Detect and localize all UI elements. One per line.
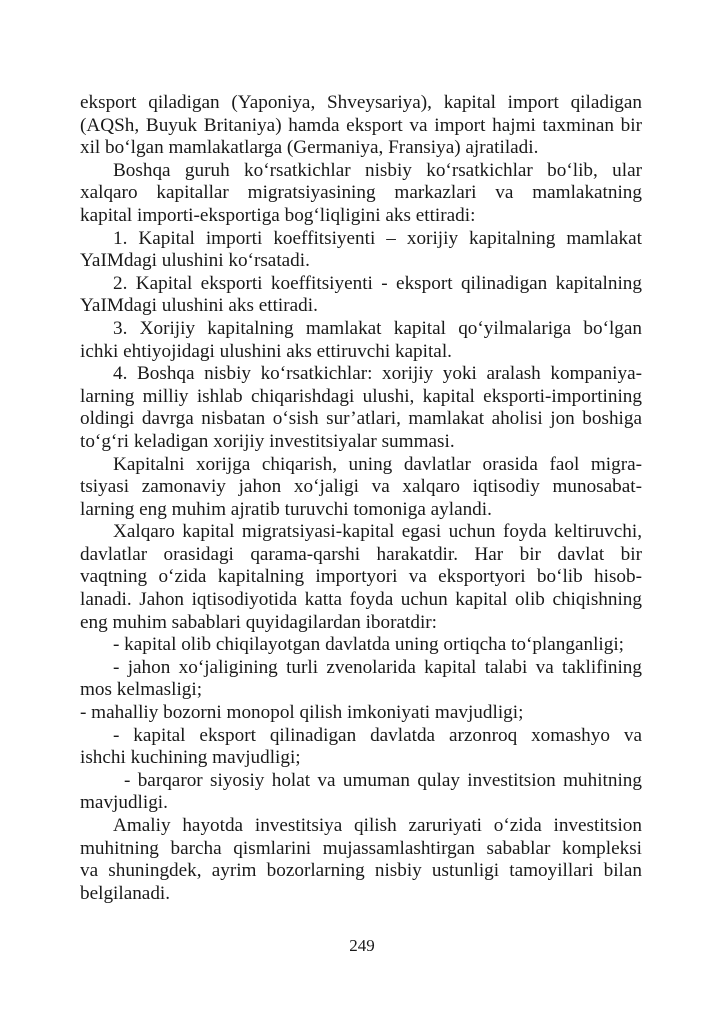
text-line: 3. Xorijiy kapitalning mamlakat kapital qo‘yilmalariga bo‘lgan	[113, 317, 642, 339]
text-line: belgilanadi.	[80, 882, 171, 904]
text-line: to‘g‘ri keladigan xorijiy investitsiyalar summasi.	[80, 430, 455, 452]
text-line: xil bo‘lgan mamlakatlarga (Germaniya, Fransiya) ajratiladi.	[80, 137, 539, 159]
paragraph	[80, 228, 642, 273]
text-line: oldingi davrga nisbatan o‘sish sur’atlari, mamlakat aholisi jon boshiga	[80, 408, 642, 430]
text-line: larning milliy ishlab chiqarishdagi ulushi, kapital eksporti-importining	[80, 385, 642, 407]
text-line: xalqaro kapitallar migratsiyasining markazlari va mamlakatning	[80, 182, 642, 204]
paragraph	[80, 92, 642, 160]
text-line: - kapital eksport qilinadigan davlatda arzonroq xomashyo va	[113, 724, 642, 746]
page-number: 249	[349, 936, 375, 955]
text-line: 1. Kapital importi koeffitsiyenti – xorijiy kapitalning mamlakat	[113, 227, 642, 249]
text-line: ishchi kuchining mavjudligi;	[80, 747, 301, 769]
text-line: 2. Kapital eksporti koeffitsiyenti - eksport qilinadigan kapitalning	[113, 272, 642, 294]
paragraph	[80, 318, 642, 363]
paragraph	[80, 521, 642, 634]
paragraph	[80, 702, 642, 725]
text-line: lanadi. Jahon iqtisodiyotida katta foyda uchun kapital olib chiqishning	[80, 589, 642, 611]
text-line: davlatlar orasidagi qarama-qarshi harakatdir. Har bir davlat bir	[80, 543, 642, 565]
text-line: YaIMdagi ulushini aks ettiradi.	[80, 295, 318, 317]
text-line: Xalqaro kapital migratsiyasi-kapital egasi uchun foyda keltiruvchi,	[113, 521, 642, 543]
text-line: - mahalliy bozorni monopol qilish imkoniyati mavjudligi;	[80, 702, 524, 724]
text-line: - jahon xo‘jaligining turli zvenolarida kapital talabi va taklifining	[113, 656, 642, 678]
text-line: Boshqa guruh ko‘rsatkichlar nisbiy ko‘rsatkichlar bo‘lib, ular	[113, 159, 642, 181]
page-body	[80, 92, 642, 905]
text-line: YaIMdagi ulushini ko‘rsatadi.	[80, 250, 310, 272]
text-line: va shuningdek, ayrim bozorlarning nisbiy ustunligi tamoyillari bilan	[80, 860, 642, 882]
paragraph	[80, 363, 642, 453]
paragraph	[80, 273, 642, 318]
text-line: tsiyasi zamonaviy jahon xo‘jaligi va xalqaro iqtisodiy munosabat-	[80, 476, 642, 498]
text-line: muhitning barcha qismlarini mujassamlashtirgan sabablar kompleksi	[80, 837, 642, 859]
paragraph	[80, 770, 642, 815]
paragraph	[80, 160, 642, 228]
text-line: larning eng muhim ajratib turuvchi tomoniga aylandi.	[80, 498, 492, 520]
text-line: eng muhim sabablari quyidagilardan iboratdir:	[80, 611, 438, 633]
text-line: vaqtning o‘zida kapitalning importyori va eksportyori bo‘lib hisob-	[80, 566, 642, 588]
text-line: eksport qiladigan (Yaponiya, Shveysariya), kapital import qiladigan	[80, 92, 642, 113]
paragraph	[80, 657, 642, 702]
text-line: mos kelmasligi;	[80, 679, 203, 701]
text-line: kapital importi-eksportiga bog‘liqligini aks ettiradi:	[80, 204, 476, 226]
text-line: (AQSh, Buyuk Britaniya) hamda eksport va import hajmi taxminan bir	[80, 114, 642, 136]
text-line: Amaliy hayotda investitsiya qilish zaruriyati o‘zida investitsion	[113, 815, 642, 836]
paragraph	[80, 725, 642, 770]
paragraph	[80, 815, 642, 905]
text-line: - barqaror siyosiy holat va umuman qulay investitsion muhitning	[124, 769, 642, 791]
text-line: ichki ehtiyojidagi ulushini aks ettiruvchi kapital.	[80, 340, 452, 362]
paragraph	[80, 454, 642, 522]
paragraph	[80, 634, 642, 657]
text-line: - kapital olib chiqilayotgan davlatda uning ortiqcha to‘planganligi;	[113, 634, 624, 656]
text-line: mavjudligi.	[80, 792, 168, 814]
text-line: 4. Boshqa nisbiy ko‘rsatkichlar: xorijiy yoki aralash kompaniya-	[113, 363, 642, 385]
text-line: Kapitalni xorijga chiqarish, uning davlatlar orasida faol migra-	[113, 453, 642, 475]
